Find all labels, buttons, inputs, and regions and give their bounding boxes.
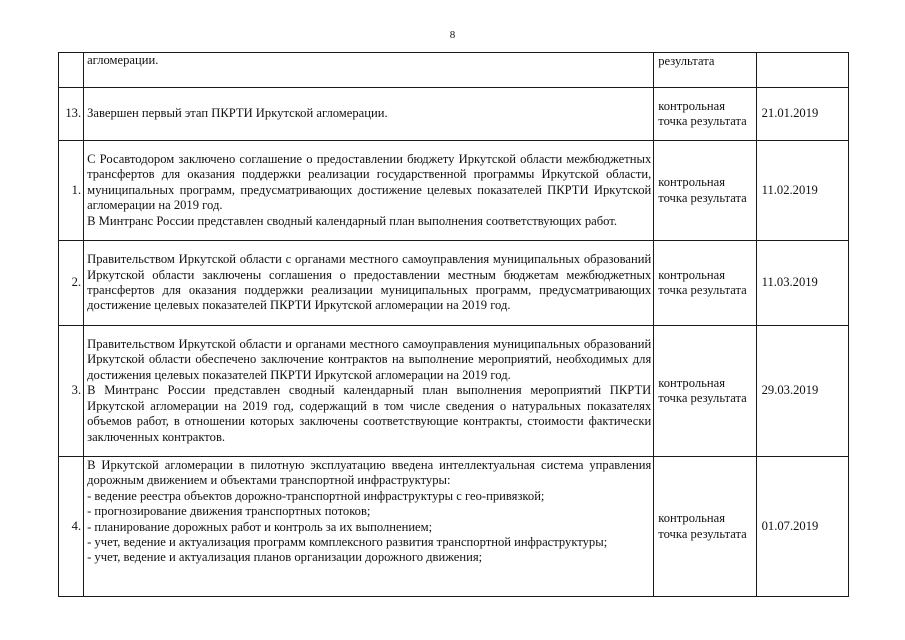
- table-row: [59, 241, 849, 326]
- row-date: 11.03.2019: [756, 241, 848, 326]
- row-type: контрольная точка результата: [654, 88, 756, 141]
- row-type: контрольная точка результата: [654, 241, 756, 326]
- list-item: - планирование дорожных работ и контроль за их выполнением;: [87, 519, 433, 534]
- table-row: [59, 53, 849, 88]
- table-row: [59, 88, 849, 141]
- description-paragraph: Правительством Иркутской области и органами местного самоуправления муниципальных образований Иркутской области обеспечено заключение контрактов на выполнение мероприятий, необходимых для достижения целевых показателей ПКРТИ Иркутской агломерации на 2019 год.: [87, 337, 652, 382]
- row-number: 13.: [59, 88, 84, 141]
- list-item: - учет, ведение и актуализация программ комплексного развития транспортной инфраструктуры;: [87, 535, 608, 550]
- list-item: - прогнозирование движения транспортных потоков;: [87, 504, 371, 519]
- table-row: [59, 457, 849, 597]
- page-number: 8: [449, 29, 456, 41]
- row-number: 1.: [59, 141, 84, 241]
- row-type: контрольная точка результата: [654, 457, 756, 597]
- table-row: [59, 326, 849, 457]
- row-number: 4.: [59, 457, 84, 597]
- row-description: [84, 53, 654, 88]
- row-date: 29.03.2019: [756, 326, 848, 457]
- row-number: [59, 53, 84, 88]
- description-paragraph: Завершен первый этап ПКРТИ Иркутской агломерации.: [87, 106, 388, 121]
- row-description: [84, 326, 654, 457]
- row-number: 2.: [59, 241, 84, 326]
- description-paragraph: В Минтранс России представлен сводный календарный план выполнения мероприятий ПКРТИ Иркутской агломерации на 2019 год, содержащий в том числе сведения о натуральных показателях объемов работ, в отношении которых заключены соответствующие контракты, стоимости фактически заключенных контрактов.: [87, 383, 652, 444]
- row-date: 11.02.2019: [756, 141, 848, 241]
- table-row: [59, 141, 849, 241]
- description-paragraph: С Росавтодором заключено соглашение о предоставлении бюджету Иркутской области межбюджетных трансфертов для оказания поддержки реализации государственной программы Иркутской области, муниципальных программ, предусматривающих достижение целевых показателей ПКРТИ Иркутской агломерации на 2019 год.: [87, 151, 652, 213]
- row-description: [84, 141, 654, 241]
- row-type: контрольная точка результата: [654, 326, 756, 457]
- description-paragraph: Правительством Иркутской области с органами местного самоуправления муниципальных образований Иркутской области заключены соглашения о предоставлении местным бюджетам межбюджетных трансфертов для оказания поддержки реализации муниципальных программ, предусматривающих достижение целевых показателей ПКРТИ Иркутской агломерации на 2019 год.: [87, 252, 652, 313]
- milestones-table: [58, 52, 849, 597]
- description-paragraph: В Иркутской агломерации в пилотную эксплуатацию введена интеллектуальная система управления дорожным движением и объектами транспортной инфраструктуры:: [87, 458, 652, 488]
- row-date: [756, 53, 848, 88]
- row-description: [84, 457, 654, 597]
- row-date: 01.07.2019: [756, 457, 848, 597]
- row-date: 21.01.2019: [756, 88, 848, 141]
- description-paragraph: агломерации.: [87, 53, 159, 67]
- row-description: [84, 241, 654, 326]
- table-body: [59, 53, 849, 597]
- description-paragraph: В Минтранс России представлен сводный календарный план выполнения соответствующих работ.: [87, 213, 617, 228]
- row-type: результата: [654, 53, 756, 88]
- list-item: - ведение реестра объектов дорожно-транспортной инфраструктуры с гео-привязкой;: [87, 488, 545, 503]
- list-item: - учет, ведение и актуализация планов организации дорожного движения;: [87, 550, 483, 565]
- row-description: [84, 88, 654, 141]
- row-type: контрольная точка результата: [654, 141, 756, 241]
- row-number: 3.: [59, 326, 84, 457]
